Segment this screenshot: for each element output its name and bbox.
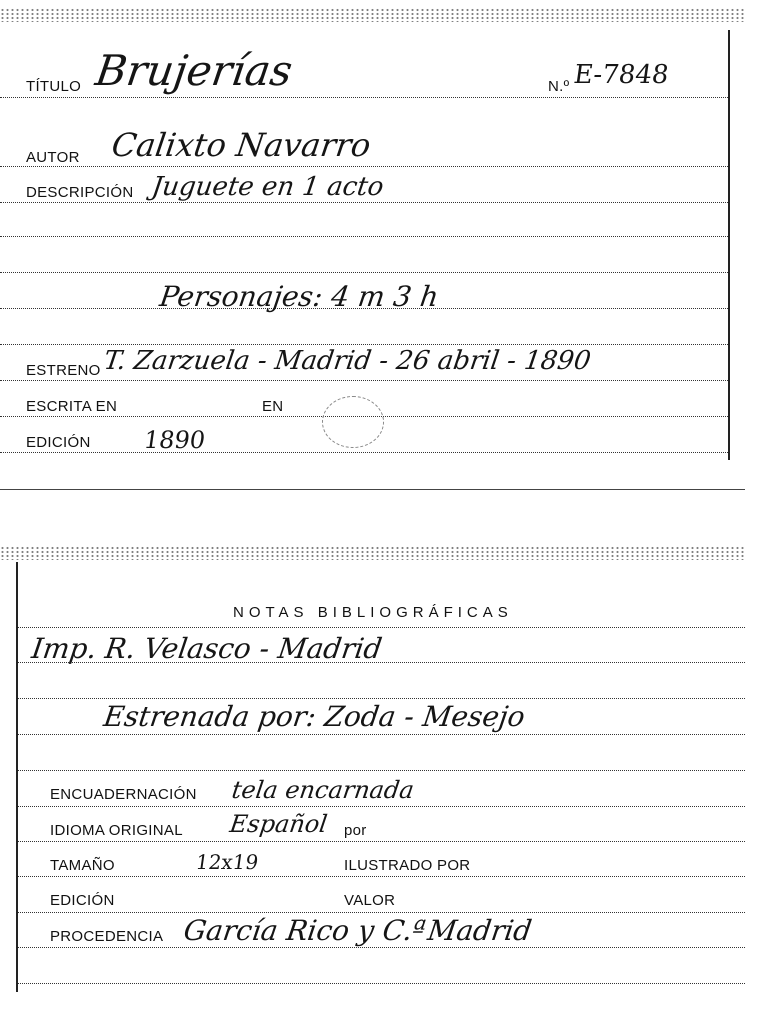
- card-front-right-border: [728, 30, 730, 460]
- stamp-mark: [322, 396, 384, 448]
- rule-line: [18, 734, 745, 735]
- rule-line: [0, 236, 728, 237]
- tamano-value: 12x19: [194, 850, 260, 874]
- autor-label: AUTOR: [26, 149, 80, 166]
- estreno-value: T. Zarzuela - Madrid - 26 abril - 1890: [101, 346, 593, 376]
- rule-line: [0, 344, 728, 345]
- titulo-value: Brujerías: [92, 46, 296, 95]
- idioma-label: IDIOMA ORIGINAL: [50, 822, 183, 839]
- rule-line: [0, 97, 728, 98]
- rule-line: [18, 947, 745, 948]
- rule-line: [0, 272, 728, 273]
- rule-line: [18, 627, 745, 628]
- rule-line: [18, 876, 745, 877]
- procedencia-city: Madrid: [425, 914, 534, 947]
- por-label: por: [344, 822, 367, 839]
- en-label: EN: [262, 398, 284, 415]
- encuadernacion-value: tela encarnada: [230, 776, 416, 804]
- descripcion-label: DESCRIPCIÓN: [26, 184, 134, 201]
- scan-edge-top: [0, 546, 745, 560]
- numero-value: E-7848: [571, 60, 671, 90]
- ilustrado-label: ILUSTRADO POR: [344, 857, 471, 874]
- rule-line: [18, 983, 745, 984]
- rule-line: [0, 166, 728, 167]
- procedencia-label: PROCEDENCIA: [50, 928, 164, 945]
- scan-edge-top: [0, 8, 745, 22]
- note-imprenta: Imp. R. Velasco - Madrid: [29, 632, 385, 665]
- personajes-value: Personajes: 4 m 3 h: [157, 280, 441, 313]
- descripcion-value: Juguete en 1 acto: [149, 172, 386, 202]
- titulo-label: TÍTULO: [26, 78, 82, 95]
- procedencia-value: García Rico y C.ª: [181, 914, 428, 947]
- idioma-value: Español: [228, 810, 330, 838]
- escrita-en-label: ESCRITA EN: [26, 398, 118, 415]
- estreno-label: ESTRENO: [26, 362, 101, 379]
- rule-line: [18, 698, 745, 699]
- rule-line: [18, 912, 745, 913]
- rule-line: [18, 806, 745, 807]
- note-estrenada: Estrenada por: Zoda - Mesejo: [101, 700, 527, 733]
- rule-line: [0, 452, 728, 453]
- rule-line: [18, 841, 745, 842]
- autor-value: Calixto Navarro: [109, 126, 374, 164]
- valor-label: VALOR: [344, 892, 396, 909]
- rule-line: [0, 202, 728, 203]
- edicion-label: EDICIÓN: [26, 434, 91, 451]
- card-front-bottom-edge: [0, 489, 745, 490]
- numero-label: N.º: [548, 78, 570, 95]
- edicion-value: 1890: [142, 426, 208, 454]
- rule-line: [0, 380, 728, 381]
- rule-line: [18, 770, 745, 771]
- tamano-label: TAMAÑO: [50, 857, 115, 874]
- notas-heading: NOTAS BIBLIOGRÁFICAS: [233, 604, 513, 621]
- encuadernacion-label: ENCUADERNACIÓN: [50, 786, 197, 803]
- edicion-back-label: EDICIÓN: [50, 892, 115, 909]
